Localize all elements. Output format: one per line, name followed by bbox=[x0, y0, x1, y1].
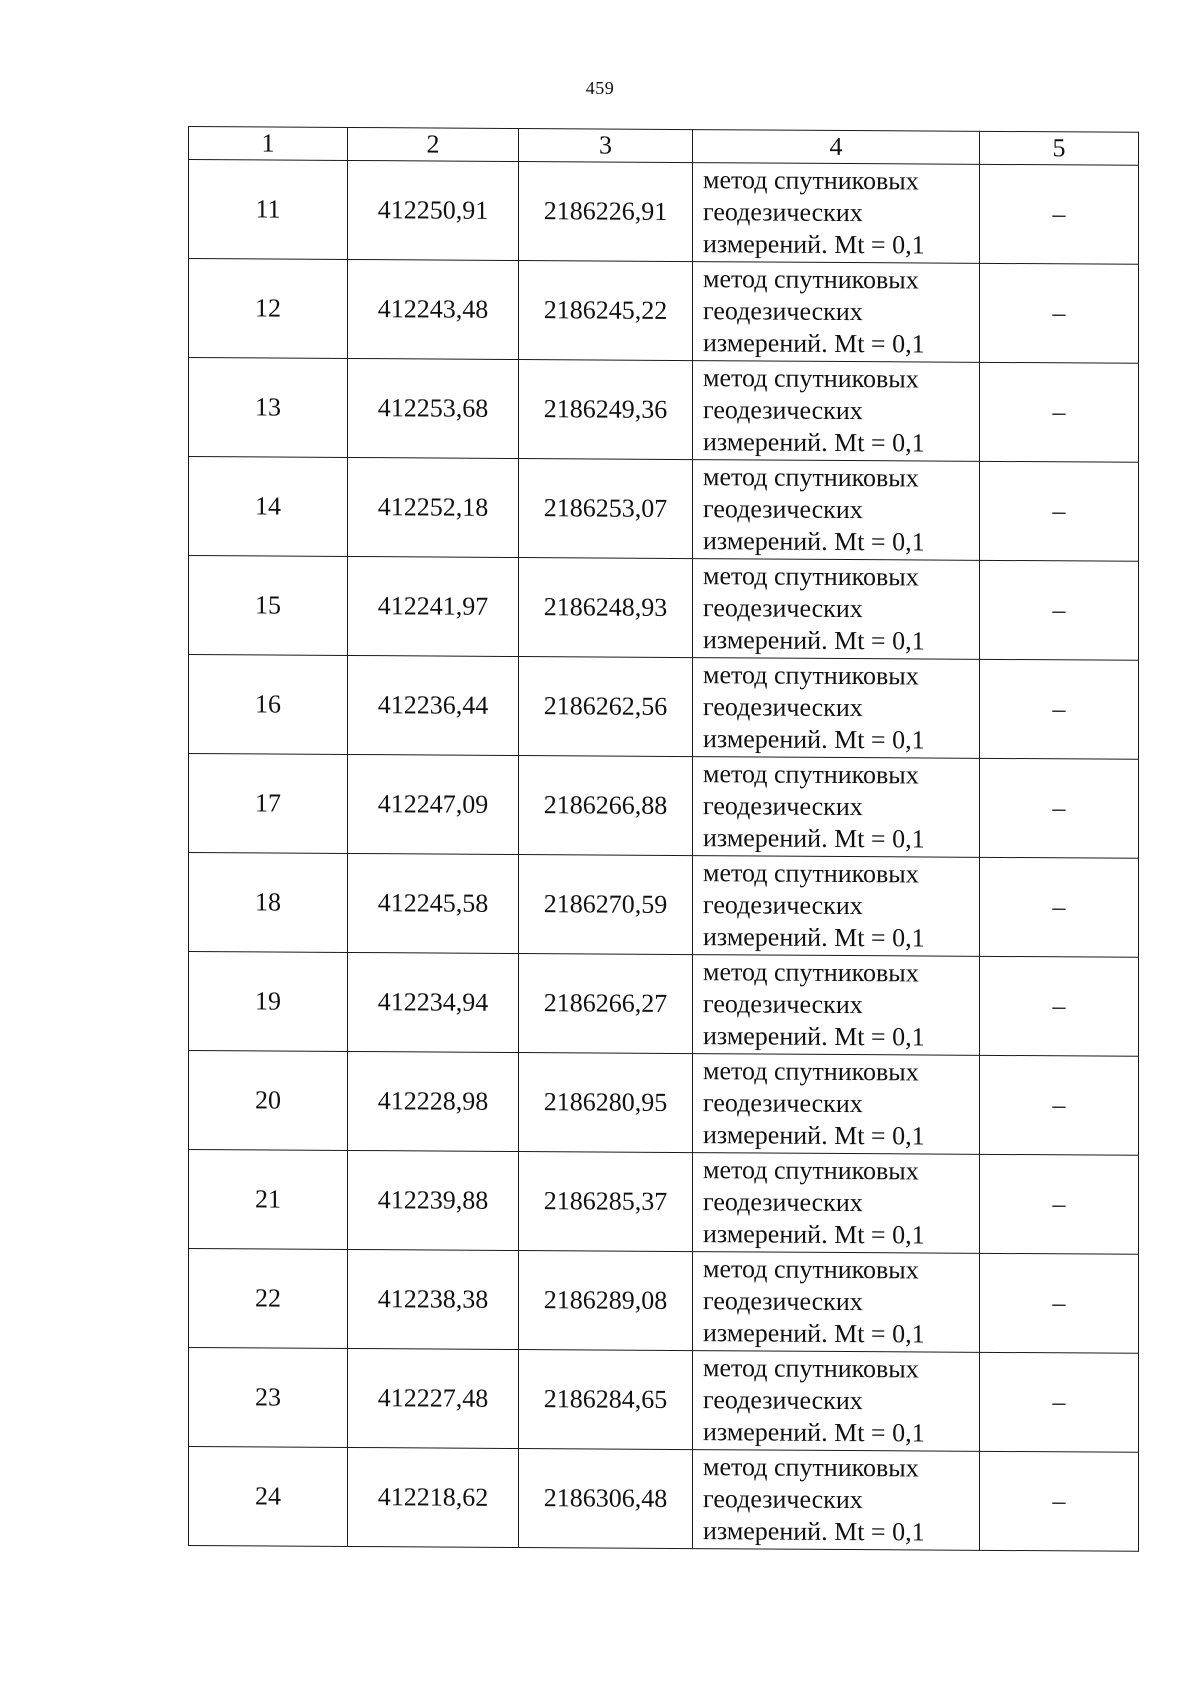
x-coordinate-cell: 412218,62 bbox=[348, 1447, 519, 1547]
method-cell bbox=[693, 361, 980, 462]
method-line: измерений. Mt = 0,1 bbox=[703, 1516, 925, 1547]
method-cell bbox=[693, 856, 980, 957]
method-line: геодезических bbox=[703, 692, 863, 723]
method-line: метод спутниковых bbox=[703, 660, 919, 691]
y-coordinate-cell: 2186245,22 bbox=[519, 261, 693, 361]
coordinates-table bbox=[188, 126, 1139, 1552]
x-coordinate-cell: 412236,44 bbox=[348, 655, 519, 755]
method-line: геодезических bbox=[703, 1286, 863, 1317]
y-coordinate-cell: 2186289,08 bbox=[519, 1251, 693, 1351]
point-number-cell: 19 bbox=[189, 952, 348, 1052]
note-cell: – bbox=[980, 362, 1139, 462]
method-cell bbox=[693, 262, 980, 363]
point-number-cell: 21 bbox=[189, 1150, 348, 1250]
method-cell bbox=[693, 1252, 980, 1353]
point-number-cell: 13 bbox=[189, 358, 348, 458]
method-line: измерений. Mt = 0,1 bbox=[703, 526, 925, 557]
method-line: измерений. Mt = 0,1 bbox=[703, 1219, 925, 1250]
note-cell: – bbox=[980, 164, 1139, 264]
table-row bbox=[189, 853, 1139, 958]
y-coordinate-cell: 2186306,48 bbox=[519, 1449, 693, 1549]
note-cell: – bbox=[980, 560, 1139, 660]
x-coordinate-cell: 412239,88 bbox=[348, 1150, 519, 1250]
point-number-cell: 22 bbox=[189, 1249, 348, 1349]
method-line: геодезических bbox=[703, 890, 863, 921]
point-number-cell: 24 bbox=[189, 1447, 348, 1547]
note-cell: – bbox=[980, 263, 1139, 363]
note-cell: – bbox=[980, 1352, 1139, 1452]
y-coordinate-cell: 2186249,36 bbox=[519, 360, 693, 460]
point-number-cell: 11 bbox=[189, 160, 348, 260]
method-cell bbox=[693, 658, 980, 759]
method-line: метод спутниковых bbox=[703, 957, 919, 988]
table-row bbox=[189, 952, 1139, 1057]
method-line: измерений. Mt = 0,1 bbox=[703, 724, 925, 755]
table-row bbox=[189, 1447, 1139, 1552]
column-header: 1 bbox=[189, 127, 348, 161]
x-coordinate-cell: 412245,58 bbox=[348, 853, 519, 953]
point-number-cell: 20 bbox=[189, 1051, 348, 1151]
method-line: метод спутниковых bbox=[703, 264, 919, 295]
y-coordinate-cell: 2186266,27 bbox=[519, 954, 693, 1054]
y-coordinate-cell: 2186262,56 bbox=[519, 657, 693, 757]
y-coordinate-cell: 2186226,91 bbox=[519, 162, 693, 262]
y-coordinate-cell: 2186248,93 bbox=[519, 558, 693, 658]
y-coordinate-cell: 2186284,65 bbox=[519, 1350, 693, 1450]
method-line: измерений. Mt = 0,1 bbox=[703, 1417, 925, 1448]
method-line: геодезических bbox=[703, 1385, 863, 1416]
method-line: геодезических bbox=[703, 395, 863, 426]
method-line: измерений. Mt = 0,1 bbox=[703, 427, 925, 458]
method-line: измерений. Mt = 0,1 bbox=[703, 823, 925, 854]
method-line: геодезических bbox=[703, 989, 863, 1020]
table-row bbox=[189, 358, 1139, 463]
method-cell bbox=[693, 1450, 980, 1551]
column-header: 3 bbox=[519, 129, 693, 163]
method-line: геодезических bbox=[703, 197, 863, 228]
method-cell bbox=[693, 460, 980, 561]
table-row bbox=[189, 754, 1139, 859]
method-line: геодезических bbox=[703, 494, 863, 525]
method-line: метод спутниковых bbox=[703, 462, 919, 493]
x-coordinate-cell: 412238,38 bbox=[348, 1249, 519, 1349]
method-line: измерений. Mt = 0,1 bbox=[703, 328, 925, 359]
note-cell: – bbox=[980, 1154, 1139, 1254]
table-row bbox=[189, 655, 1139, 760]
x-coordinate-cell: 412241,97 bbox=[348, 556, 519, 656]
y-coordinate-cell: 2186280,95 bbox=[519, 1053, 693, 1153]
method-cell bbox=[693, 163, 980, 264]
method-line: измерений. Mt = 0,1 bbox=[703, 625, 925, 656]
method-line: измерений. Mt = 0,1 bbox=[703, 922, 925, 953]
method-line: метод спутниковых bbox=[703, 363, 919, 394]
note-cell: – bbox=[980, 461, 1139, 561]
table-body bbox=[189, 160, 1139, 1552]
method-line: геодезических bbox=[703, 1088, 863, 1119]
method-line: геодезических bbox=[703, 296, 863, 327]
method-line: геодезических bbox=[703, 1187, 863, 1218]
method-line: геодезических bbox=[703, 593, 863, 624]
y-coordinate-cell: 2186270,59 bbox=[519, 855, 693, 955]
point-number-cell: 18 bbox=[189, 853, 348, 953]
method-line: измерений. Mt = 0,1 bbox=[703, 1120, 925, 1151]
table-row bbox=[189, 1249, 1139, 1354]
note-cell: – bbox=[980, 857, 1139, 957]
y-coordinate-cell: 2186266,88 bbox=[519, 756, 693, 856]
method-cell bbox=[693, 757, 980, 858]
method-cell bbox=[693, 1054, 980, 1155]
method-line: измерений. Mt = 0,1 bbox=[703, 229, 925, 260]
point-number-cell: 15 bbox=[189, 556, 348, 656]
note-cell: – bbox=[980, 1055, 1139, 1155]
note-cell: – bbox=[980, 1451, 1139, 1551]
table-row bbox=[189, 1150, 1139, 1255]
note-cell: – bbox=[980, 956, 1139, 1056]
table-row bbox=[189, 1348, 1139, 1453]
table-row bbox=[189, 1051, 1139, 1156]
x-coordinate-cell: 412247,09 bbox=[348, 754, 519, 854]
table-row bbox=[189, 160, 1139, 265]
column-header: 4 bbox=[693, 130, 980, 165]
method-line: метод спутниковых bbox=[703, 858, 919, 889]
note-cell: – bbox=[980, 659, 1139, 759]
method-line: метод спутниковых bbox=[703, 759, 919, 790]
x-coordinate-cell: 412228,98 bbox=[348, 1051, 519, 1151]
x-coordinate-cell: 412250,91 bbox=[348, 160, 519, 260]
point-number-cell: 12 bbox=[189, 259, 348, 359]
note-cell: – bbox=[980, 758, 1139, 858]
method-line: метод спутниковых bbox=[703, 1452, 919, 1483]
method-cell bbox=[693, 1351, 980, 1452]
x-coordinate-cell: 412234,94 bbox=[348, 952, 519, 1052]
method-line: геодезических bbox=[703, 791, 863, 822]
page-number: 459 bbox=[585, 78, 615, 98]
point-number-cell: 23 bbox=[189, 1348, 348, 1448]
note-cell: – bbox=[980, 1253, 1139, 1353]
y-coordinate-cell: 2186253,07 bbox=[519, 459, 693, 559]
x-coordinate-cell: 412252,18 bbox=[348, 457, 519, 557]
column-header: 2 bbox=[348, 127, 519, 161]
method-cell bbox=[693, 955, 980, 1056]
method-line: геодезических bbox=[703, 1484, 863, 1515]
column-header: 5 bbox=[980, 131, 1139, 165]
method-line: измерений. Mt = 0,1 bbox=[703, 1021, 925, 1052]
x-coordinate-cell: 412243,48 bbox=[348, 259, 519, 359]
x-coordinate-cell: 412253,68 bbox=[348, 358, 519, 458]
method-line: метод спутниковых bbox=[703, 1353, 919, 1384]
method-line: метод спутниковых bbox=[703, 561, 919, 592]
point-number-cell: 17 bbox=[189, 754, 348, 854]
method-line: метод спутниковых bbox=[703, 165, 919, 196]
method-cell bbox=[693, 1153, 980, 1254]
table-row bbox=[189, 556, 1139, 661]
method-cell bbox=[693, 559, 980, 660]
point-number-cell: 14 bbox=[189, 457, 348, 557]
method-line: метод спутниковых bbox=[703, 1155, 919, 1186]
x-coordinate-cell: 412227,48 bbox=[348, 1348, 519, 1448]
table-row bbox=[189, 457, 1139, 562]
table-row bbox=[189, 259, 1139, 364]
y-coordinate-cell: 2186285,37 bbox=[519, 1152, 693, 1252]
method-line: метод спутниковых bbox=[703, 1254, 919, 1285]
point-number-cell: 16 bbox=[189, 655, 348, 755]
method-line: метод спутниковых bbox=[703, 1056, 919, 1087]
method-line: измерений. Mt = 0,1 bbox=[703, 1318, 925, 1349]
